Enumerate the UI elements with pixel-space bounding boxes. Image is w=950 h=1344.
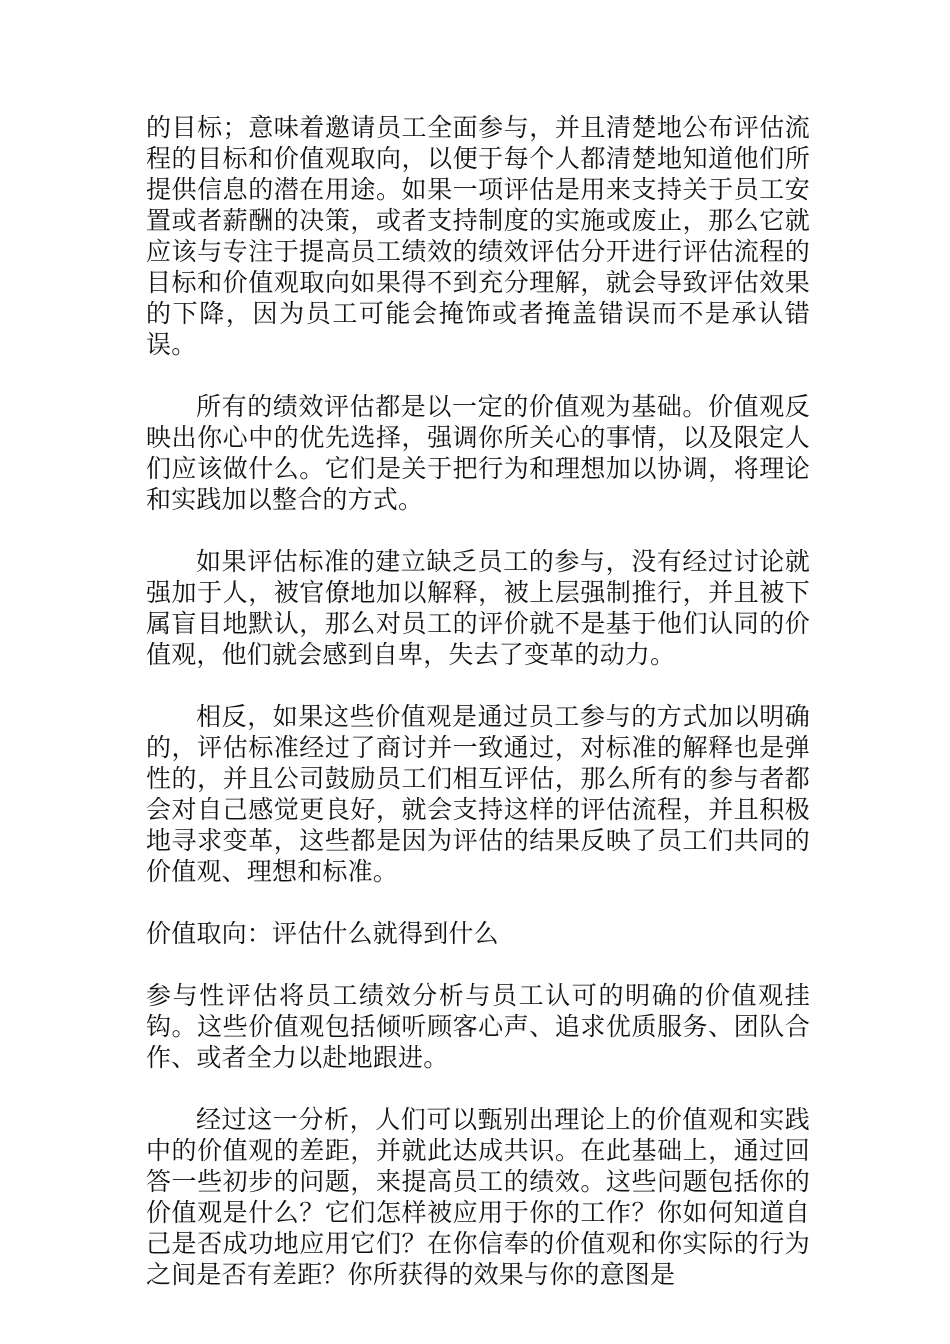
paragraph-participatory-evaluation: 参与性评估将员工绩效分析与员工认可的明确的价值观挂钩。这些价值观包括倾听顾客心声、追求优质服务、团队合作、或者全力以赴地跟进。	[146, 981, 810, 1072]
paragraph-lack-participation: 如果评估标准的建立缺乏员工的参与，没有经过讨论就强加于人，被官僚地加以解释，被上层强制推行，并且被下属盲目地默认，那么对员工的评价就不是基于他们认同的价值观，他们就会感到自卑，失去了变革的动力。	[146, 547, 810, 669]
paragraph-analysis-questions: 经过这一分析，人们可以甄别出理论上的价值观和实践中的价值观的差距，并就此达成共识。在此基础上，通过回答一些初步的问题，来提高员工的绩效。这些问题包括你的价值观是什么？它们怎样被应用于你的工作？你如何知道自己是否成功地应用它们？在你信奉的价值观和你实际的行为之间是否有差距？你所获得的效果与你的意图是	[146, 1105, 810, 1289]
paragraph-values-basis: 所有的绩效评估都是以一定的价值观为基础。价值观反映出你心中的优先选择，强调你所关心的事情，以及限定人们应该做什么。它们是关于把行为和理想加以协调，将理论和实践加以整合的方式。	[146, 392, 810, 514]
paragraph-continuation: 的目标；意味着邀请员工全面参与，并且清楚地公布评估流程的目标和价值观取向，以便于每个人都清楚地知道他们所提供信息的潜在用途。如果一项评估是用来支持关于员工安置或者薪酬的决策，或者支持制度的实施或废止，那么它就应该与专注于提高员工绩效的绩效评估分开进行评估流程的目标和价值观取向如果得不到充分理解，就会导致评估效果的下降，因为员工可能会掩饰或者掩盖错误而不是承认错误。	[146, 113, 810, 359]
document-body	[146, 112, 810, 1321]
paragraph-participation-benefits: 相反，如果这些价值观是通过员工参与的方式加以明确的，评估标准经过了商讨并一致通过，对标准的解释也是弹性的，并且公司鼓励员工们相互评估，那么所有的参与者都会对自己感觉更良好，就会支持这样的评估流程，并且积极地寻求变革，这些都是因为评估的结果反映了员工们共同的价值观、理想和标准。	[146, 702, 810, 886]
section-heading: 价值取向：评估什么就得到什么	[146, 919, 499, 948]
